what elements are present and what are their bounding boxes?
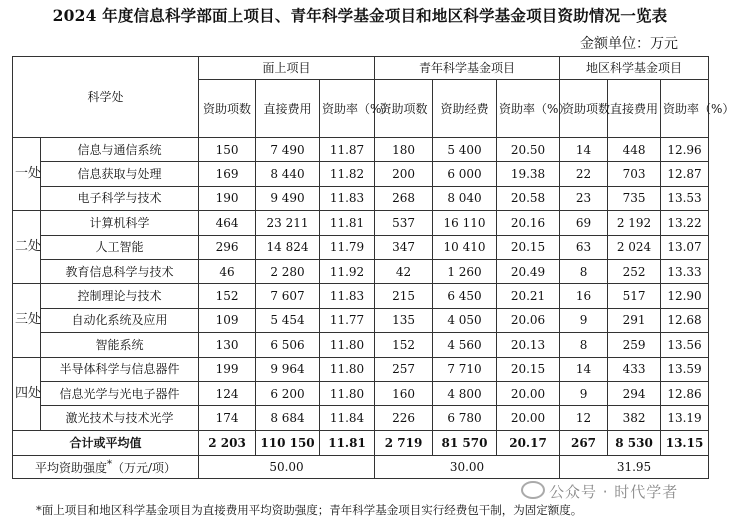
value-cell: 16 110 xyxy=(433,211,497,235)
value-cell: 12.86 xyxy=(661,381,709,405)
value-cell: 11.92 xyxy=(320,259,375,283)
value-cell: 9 490 xyxy=(256,186,320,210)
value-cell: 12.68 xyxy=(661,308,709,332)
header-youth-fund: 资助经费 xyxy=(433,80,497,138)
header-youth-count: 资助项数 xyxy=(375,80,433,138)
value-cell: 7 710 xyxy=(433,357,497,381)
value-cell: 12.96 xyxy=(661,138,709,162)
value-cell: 11.81 xyxy=(320,211,375,235)
table-row xyxy=(13,162,709,186)
wechat-icon xyxy=(521,481,545,499)
value-cell: 4 800 xyxy=(433,381,497,405)
value-cell: 20.16 xyxy=(497,211,560,235)
header-row-1 xyxy=(13,57,709,80)
value-cell: 152 xyxy=(199,284,256,308)
header-regional-cost: 直接费用 xyxy=(608,80,661,138)
value-cell: 180 xyxy=(375,138,433,162)
value-cell: 448 xyxy=(608,138,661,162)
value-cell: 14 824 xyxy=(256,235,320,259)
value-cell: 11.83 xyxy=(320,186,375,210)
table-body xyxy=(13,57,734,479)
value-cell: 9 xyxy=(560,308,608,332)
value-cell: 20.15 xyxy=(497,235,560,259)
value-cell: 14 xyxy=(560,357,608,381)
value-cell: 46 xyxy=(199,259,256,283)
value-cell: 13.19 xyxy=(661,406,709,430)
group-label: 三处 xyxy=(13,284,41,357)
value-cell: 11.80 xyxy=(320,381,375,405)
value-cell: 433 xyxy=(608,357,661,381)
total-cell: 2 203 xyxy=(199,430,256,455)
discipline-name: 激光技术与技术光学 xyxy=(41,406,199,430)
value-cell: 11.80 xyxy=(320,357,375,381)
value-cell: 69 xyxy=(560,211,608,235)
header-regional-rate: 资助率（%） xyxy=(661,80,709,138)
value-cell: 6 450 xyxy=(433,284,497,308)
discipline-name: 智能系统 xyxy=(41,333,199,357)
value-cell: 9 xyxy=(560,381,608,405)
value-cell: 13.07 xyxy=(661,235,709,259)
group-label: 一处 xyxy=(13,138,41,211)
value-cell: 42 xyxy=(375,259,433,283)
total-cell: 81 570 xyxy=(433,430,497,455)
watermark-text: 公众号 · 时代学者 xyxy=(549,483,679,501)
value-cell: 257 xyxy=(375,357,433,381)
table-row xyxy=(13,406,709,430)
average-label-unit: （万元/项） xyxy=(111,461,177,476)
value-cell: 382 xyxy=(608,406,661,430)
value-cell: 150 xyxy=(199,138,256,162)
value-cell: 11.87 xyxy=(320,138,375,162)
value-cell: 226 xyxy=(375,406,433,430)
group-label: 二处 xyxy=(13,211,41,284)
value-cell: 259 xyxy=(608,333,661,357)
total-cell: 2 719 xyxy=(375,430,433,455)
value-cell: 6 200 xyxy=(256,381,320,405)
total-row xyxy=(13,430,709,455)
discipline-name: 信息与通信系统 xyxy=(41,138,199,162)
value-cell: 23 211 xyxy=(256,211,320,235)
value-cell: 5 400 xyxy=(433,138,497,162)
value-cell: 190 xyxy=(199,186,256,210)
value-cell: 20.58 xyxy=(497,186,560,210)
table-row xyxy=(13,235,709,259)
funding-table xyxy=(12,56,734,479)
table-row xyxy=(13,333,709,357)
discipline-name: 自动化系统及应用 xyxy=(41,308,199,332)
value-cell: 22 xyxy=(560,162,608,186)
value-cell: 199 xyxy=(199,357,256,381)
value-cell: 2 280 xyxy=(256,259,320,283)
value-cell: 13.22 xyxy=(661,211,709,235)
value-cell: 4 050 xyxy=(433,308,497,332)
total-cell: 110 150 xyxy=(256,430,320,455)
watermark xyxy=(521,481,678,502)
value-cell: 8 040 xyxy=(433,186,497,210)
header-youth-rate: 资助率（%） xyxy=(497,80,560,138)
value-cell: 294 xyxy=(608,381,661,405)
value-cell: 268 xyxy=(375,186,433,210)
value-cell: 19.38 xyxy=(497,162,560,186)
average-row xyxy=(13,455,709,478)
table-row xyxy=(13,138,709,162)
currency-unit: 金额单位：万元 xyxy=(580,36,678,52)
value-cell: 464 xyxy=(199,211,256,235)
header-general-cost: 直接费用 xyxy=(256,80,320,138)
value-cell: 8 684 xyxy=(256,406,320,430)
value-cell: 7 490 xyxy=(256,138,320,162)
table-row xyxy=(13,284,709,308)
value-cell: 13.53 xyxy=(661,186,709,210)
value-cell: 2 024 xyxy=(608,235,661,259)
table-title: 2024 年度信息科学部面上项目、青年科学基金项目和地区科学基金项目资助情况一览表 xyxy=(52,6,668,25)
value-cell: 12 xyxy=(560,406,608,430)
average-label xyxy=(13,455,199,478)
header-regional: 地区科学基金项目 xyxy=(560,57,709,80)
average-cell: 50.00 xyxy=(199,455,375,478)
value-cell: 20.21 xyxy=(497,284,560,308)
footnote: *面上项目和地区科学基金项目为直接费用平均资助强度；青年科学基金项目实行经费包干制，为固定额度。 xyxy=(36,503,583,517)
total-cell: 13.15 xyxy=(661,430,709,455)
discipline-name: 计算机科学 xyxy=(41,211,199,235)
value-cell: 20.00 xyxy=(497,381,560,405)
value-cell: 11.82 xyxy=(320,162,375,186)
value-cell: 2 192 xyxy=(608,211,661,235)
value-cell: 1 260 xyxy=(433,259,497,283)
value-cell: 215 xyxy=(375,284,433,308)
value-cell: 13.56 xyxy=(661,333,709,357)
value-cell: 13.33 xyxy=(661,259,709,283)
average-cell: 31.95 xyxy=(560,455,709,478)
discipline-name: 半导体科学与信息器件 xyxy=(41,357,199,381)
value-cell: 20.49 xyxy=(497,259,560,283)
total-cell: 20.17 xyxy=(497,430,560,455)
total-cell: 267 xyxy=(560,430,608,455)
value-cell: 6 506 xyxy=(256,333,320,357)
value-cell: 8 xyxy=(560,333,608,357)
value-cell: 12.90 xyxy=(661,284,709,308)
discipline-name: 信息获取与处理 xyxy=(41,162,199,186)
value-cell: 517 xyxy=(608,284,661,308)
value-cell: 291 xyxy=(608,308,661,332)
header-youth: 青年科学基金项目 xyxy=(375,57,560,80)
value-cell: 14 xyxy=(560,138,608,162)
value-cell: 20.06 xyxy=(497,308,560,332)
average-label-mark: * xyxy=(106,459,112,471)
value-cell: 169 xyxy=(199,162,256,186)
value-cell: 703 xyxy=(608,162,661,186)
value-cell: 124 xyxy=(199,381,256,405)
value-cell: 152 xyxy=(375,333,433,357)
value-cell: 174 xyxy=(199,406,256,430)
value-cell: 11.79 xyxy=(320,235,375,259)
header-general: 面上项目 xyxy=(199,57,375,80)
table-row xyxy=(13,211,709,235)
value-cell: 347 xyxy=(375,235,433,259)
group-label: 四处 xyxy=(13,357,41,430)
value-cell: 13.59 xyxy=(661,357,709,381)
value-cell: 11.84 xyxy=(320,406,375,430)
table-row xyxy=(13,381,709,405)
value-cell: 20.13 xyxy=(497,333,560,357)
value-cell: 20.15 xyxy=(497,357,560,381)
discipline-name: 人工智能 xyxy=(41,235,199,259)
value-cell: 537 xyxy=(375,211,433,235)
total-cell: 8 530 xyxy=(608,430,661,455)
table-row xyxy=(13,308,709,332)
value-cell: 4 560 xyxy=(433,333,497,357)
value-cell: 11.77 xyxy=(320,308,375,332)
total-cell: 11.81 xyxy=(320,430,375,455)
value-cell: 20.50 xyxy=(497,138,560,162)
value-cell: 63 xyxy=(560,235,608,259)
discipline-name: 控制理论与技术 xyxy=(41,284,199,308)
value-cell: 7 607 xyxy=(256,284,320,308)
value-cell: 6 780 xyxy=(433,406,497,430)
value-cell: 12.87 xyxy=(661,162,709,186)
value-cell: 8 440 xyxy=(256,162,320,186)
value-cell: 10 410 xyxy=(433,235,497,259)
value-cell: 20.00 xyxy=(497,406,560,430)
value-cell: 200 xyxy=(375,162,433,186)
header-regional-count: 资助项数 xyxy=(560,80,608,138)
discipline-name: 教育信息科学与技术 xyxy=(41,259,199,283)
header-dept: 科学处 xyxy=(13,57,199,138)
value-cell: 135 xyxy=(375,308,433,332)
table-row xyxy=(13,357,709,381)
value-cell: 9 964 xyxy=(256,357,320,381)
header-general-rate: 资助率（%） xyxy=(320,80,375,138)
table-row xyxy=(13,259,709,283)
value-cell: 11.80 xyxy=(320,333,375,357)
discipline-name: 信息光学与光电子器件 xyxy=(41,381,199,405)
value-cell: 160 xyxy=(375,381,433,405)
value-cell: 130 xyxy=(199,333,256,357)
value-cell: 8 xyxy=(560,259,608,283)
average-cell: 30.00 xyxy=(375,455,560,478)
discipline-name: 电子科学与技术 xyxy=(41,186,199,210)
value-cell: 5 454 xyxy=(256,308,320,332)
average-label-text: 平均资助强度 xyxy=(34,461,107,476)
value-cell: 23 xyxy=(560,186,608,210)
value-cell: 735 xyxy=(608,186,661,210)
value-cell: 109 xyxy=(199,308,256,332)
value-cell: 6 000 xyxy=(433,162,497,186)
table-row xyxy=(13,186,709,210)
total-label: 合计或平均值 xyxy=(13,430,199,455)
header-general-count: 资助项数 xyxy=(199,80,256,138)
value-cell: 11.83 xyxy=(320,284,375,308)
value-cell: 296 xyxy=(199,235,256,259)
value-cell: 252 xyxy=(608,259,661,283)
value-cell: 16 xyxy=(560,284,608,308)
